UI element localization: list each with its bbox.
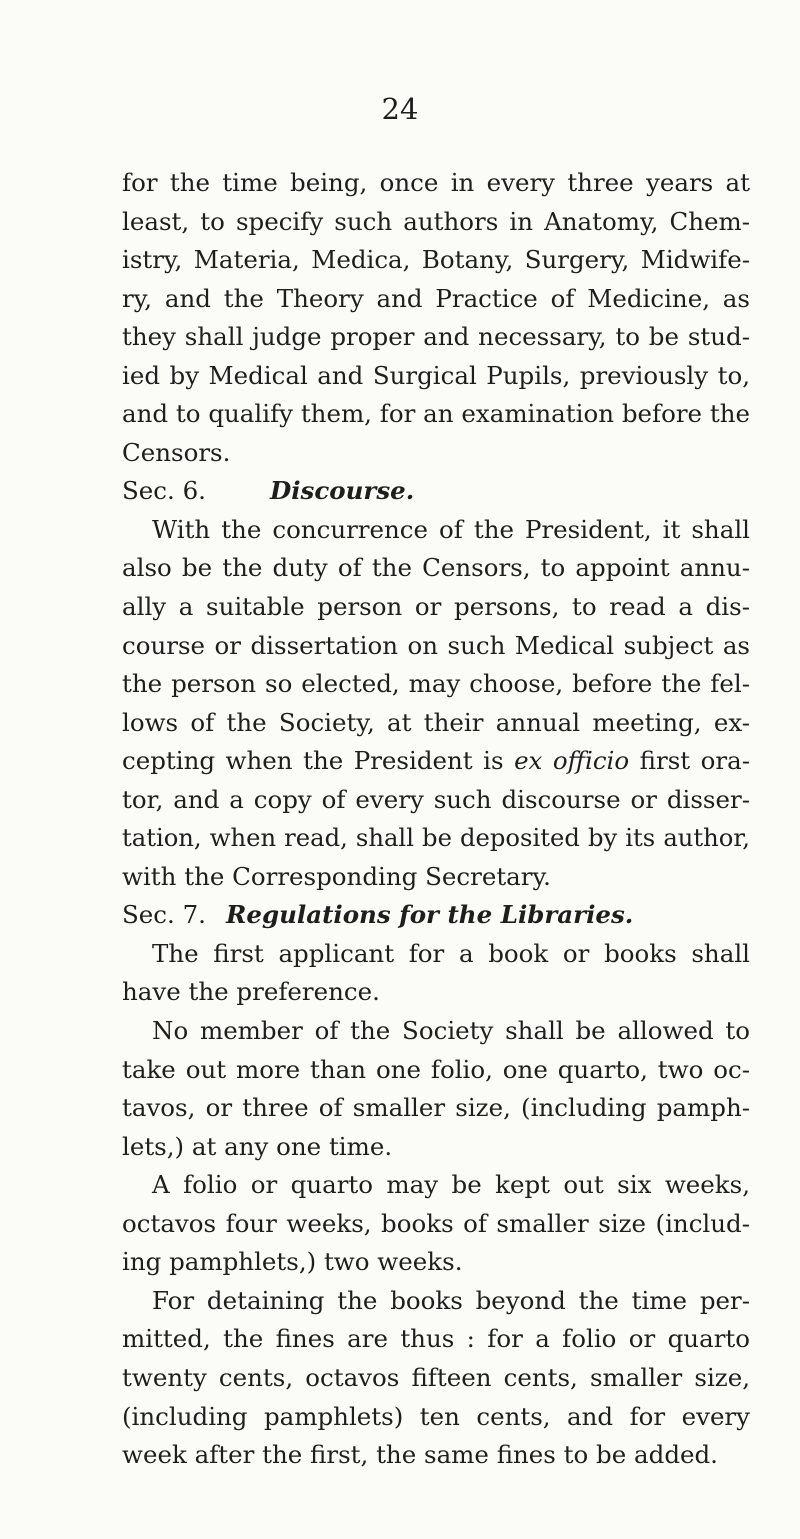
text-line: tor, and a copy of every such discourse or disser-: [122, 784, 750, 814]
text-line: With the concurrence of the President, it shall: [152, 514, 750, 544]
text-line: the person so elected, may choose, before the fel-: [122, 669, 750, 699]
text-line: A folio or quarto may be kept out six weeks,: [152, 1170, 750, 1200]
text-line: For detaining the books beyond the time per-: [152, 1285, 750, 1315]
paragraph-first-applicant: [122, 935, 750, 1012]
text-line: twenty cents, octavos fifteen cents, smaller size,: [122, 1362, 750, 1392]
paragraph-intro: [122, 164, 750, 472]
paragraph-no-member: [122, 1012, 750, 1166]
text-line: course or dissertation on such Medical subject as: [122, 630, 750, 660]
italic-phrase: ex officio: [514, 746, 630, 776]
text-line: take out more than one folio, one quarto, two oc-: [122, 1054, 750, 1084]
page-number: 24: [381, 92, 419, 126]
text-segment: first ora-: [629, 746, 750, 776]
text-line: for the time being, once in every three years at: [122, 168, 750, 197]
section-number: Sec. 7.: [122, 900, 206, 930]
paragraph-folio: [122, 1166, 750, 1282]
text-line: octavos four weeks, books of smaller size (includ-: [122, 1208, 750, 1238]
text-line: mitted, the fines are thus : for a folio or quarto: [122, 1324, 750, 1354]
text-line: tation, when read, shall be deposited by its author,: [122, 823, 750, 853]
text-line: week after the first, the same fines to be added.: [122, 1440, 718, 1470]
text-line: The first applicant for a book or books shall: [152, 938, 750, 968]
page-body: [122, 164, 750, 1475]
section-title: Discourse.: [270, 476, 415, 506]
text-line: also be the duty of the Censors, to appoint annu-: [122, 553, 750, 583]
paragraph-discourse: [122, 511, 750, 896]
text-line: (including pamphlets) ten cents, and for every: [122, 1401, 750, 1431]
text-line: No member of the Society shall be allowed to: [152, 1016, 750, 1046]
text-line: Censors.: [122, 437, 231, 467]
text-line: ied by Medical and Surgical Pupils, previously to,: [122, 360, 750, 390]
text-line: have the preference.: [122, 977, 380, 1007]
text-line: and to qualify them, for an examination before the: [122, 399, 750, 429]
text-line: they shall judge proper and necessary, to be stud-: [122, 322, 750, 352]
section-title: Regulations for the Libraries.: [226, 900, 634, 930]
text-line: istry, Materia, Medica, Botany, Surgery, Midwife-: [122, 245, 750, 275]
text-line-with-italic: [122, 742, 750, 781]
text-line: ing pamphlets,) two weeks.: [122, 1247, 463, 1277]
text-line: lets,) at any one time.: [122, 1131, 393, 1161]
text-line: lows of the Society, at their annual meeting, ex-: [122, 707, 750, 737]
section-heading-libraries: [122, 896, 750, 935]
text-line: with the Corresponding Secretary.: [122, 861, 551, 891]
section-number: Sec. 6.: [122, 476, 206, 506]
text-line: ry, and the Theory and Practice of Medicine, as: [122, 283, 750, 313]
text-line: least, to specify such authors in Anatomy, Chem-: [122, 206, 750, 236]
text-line: tavos, or three of smaller size, (including pamph-: [122, 1093, 750, 1123]
text-segment: cepting when the President is: [122, 746, 515, 776]
text-line: ally a suitable person or persons, to read a dis-: [122, 592, 750, 622]
section-heading-discourse: [122, 472, 750, 511]
paragraph-fines: [122, 1282, 750, 1475]
